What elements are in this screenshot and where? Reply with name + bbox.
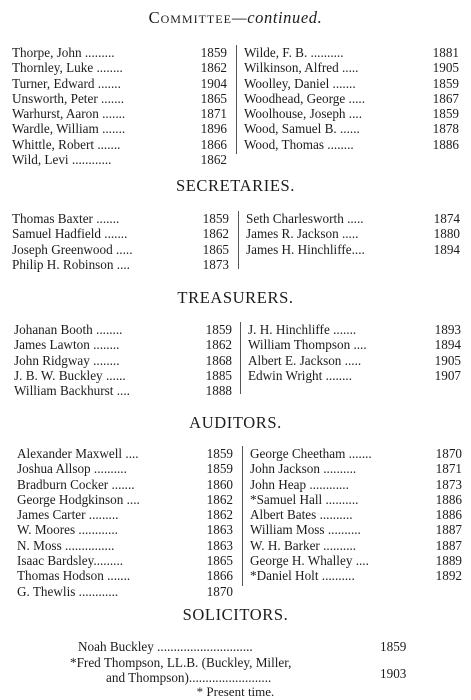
list-item: [12, 211, 229, 226]
entry-name: Thornley, Luke ........: [12, 60, 123, 76]
entry-year: 1870: [435, 446, 462, 461]
list-item: [246, 242, 460, 257]
list-item: [250, 446, 462, 461]
list-item: [250, 522, 462, 537]
entry-year: 1863: [206, 537, 233, 553]
list-item: [12, 257, 229, 272]
entry-year: 1888: [205, 383, 232, 399]
entry-year: 1885: [205, 367, 232, 383]
list-item: [244, 91, 459, 106]
entry-name: George H. Whalley ....: [250, 553, 369, 569]
treasurers-left-column: [14, 322, 232, 398]
committee-right-column: [244, 45, 459, 152]
entry-name: Woolhouse, Joseph ....: [244, 106, 362, 122]
entry-name: *Daniel Holt ..........: [250, 568, 355, 584]
entry-name: Bradburn Cocker .......: [17, 476, 135, 492]
list-item: [17, 461, 233, 476]
entry-name: James H. Hinchliffe....: [246, 241, 365, 257]
footnote: * Present time.: [196, 684, 275, 699]
list-item: [14, 337, 232, 352]
auditors-right-column: [250, 446, 462, 584]
treasurers-right-column: [248, 322, 461, 383]
list-item: [250, 507, 462, 522]
entry-year: 1889: [435, 553, 462, 569]
entry-name: Turner, Edward .......: [12, 75, 121, 91]
list-item: [250, 553, 462, 568]
solicitor-entry-year: 1903: [380, 666, 407, 681]
committee-column-divider: [236, 45, 237, 154]
list-item: [17, 492, 233, 507]
entry-name: Whittle, Robert .......: [12, 136, 121, 152]
list-item: [244, 45, 459, 60]
secretaries-heading: SECRETARIES.: [175, 176, 296, 195]
entry-name: William Backhurst ....: [14, 383, 130, 399]
entry-year: 1896: [200, 121, 227, 137]
list-item: [12, 76, 227, 91]
entry-year: 1859: [206, 461, 233, 477]
committee-heading: [0, 8, 471, 28]
entry-year: 1862: [205, 337, 232, 353]
entry-name: Wilde, F. B. ..........: [244, 45, 344, 60]
entry-name: Joshua Allsop ..........: [17, 461, 127, 477]
list-item: [14, 322, 232, 337]
entry-year: 1887: [435, 522, 462, 538]
entry-name: Warhurst, Aaron .......: [12, 106, 126, 122]
entry-year: 1862: [206, 491, 233, 507]
list-item: [244, 106, 459, 121]
list-item: [14, 383, 232, 398]
entry-name: Albert Bates ..........: [250, 507, 353, 523]
entry-name: Samuel Hadfield .......: [12, 226, 128, 242]
solicitor-entry-name: Noah Buckley .............................: [78, 639, 253, 654]
secretaries-column-divider: [238, 211, 239, 269]
committee-left-column: [12, 45, 227, 167]
entry-name: Edwin Wright ........: [248, 367, 352, 383]
entry-name: Johanan Booth ........: [14, 322, 123, 337]
list-item: [12, 137, 227, 152]
entry-name: John Ridgway ........: [14, 352, 120, 368]
entry-name: Joseph Greenwood .....: [12, 241, 133, 257]
entry-name: W. H. Barker ..........: [250, 537, 357, 553]
entry-year: 1862: [200, 60, 227, 76]
entry-year: 1873: [202, 256, 229, 272]
entry-year: 1859: [205, 322, 232, 337]
entry-year: 1862: [206, 507, 233, 523]
solicitor-entry-name: *Fred Thompson, LL.B. (Buckley, Miller,: [70, 655, 292, 670]
list-item: [248, 353, 461, 368]
list-item: [250, 568, 462, 583]
entry-name: J. H. Hinchliffe .......: [248, 322, 357, 337]
entry-year: 1893: [434, 322, 461, 337]
entry-name: N. Moss ...............: [17, 537, 115, 553]
entry-name: George Hodgkinson ....: [17, 491, 140, 507]
list-item: [12, 106, 227, 121]
entry-year: 1886: [435, 507, 462, 523]
entry-name: Seth Charlesworth .....: [246, 211, 364, 226]
entry-year: 1870: [206, 583, 233, 599]
treasurers-column-divider: [240, 322, 241, 394]
list-item: [17, 538, 233, 553]
entry-name: J. B. W. Buckley ......: [14, 367, 126, 383]
entry-year: 1892: [435, 568, 462, 584]
entry-year: 1907: [434, 367, 461, 383]
entry-year: 1894: [434, 337, 461, 353]
committee-heading-lead: Committee: [148, 8, 232, 27]
entry-year: 1894: [433, 241, 460, 257]
entry-year: 1905: [434, 352, 461, 368]
solicitor-entry-name-continued: and Thompson).........................: [106, 670, 272, 685]
entry-name: Isaac Bardsley.........: [17, 553, 124, 569]
entry-year: 1862: [202, 226, 229, 242]
entry-year: 1865: [206, 553, 233, 569]
list-item: [244, 121, 459, 136]
entry-name: Wardle, William .......: [12, 121, 126, 137]
list-item: [248, 337, 461, 352]
entry-year: 1873: [435, 476, 462, 492]
list-item: [17, 477, 233, 492]
entry-year: 1859: [432, 75, 459, 91]
entry-name: William Thompson ....: [248, 337, 367, 353]
solicitor-entry-year: 1859: [380, 639, 407, 654]
entry-year: 1905: [432, 60, 459, 76]
entry-name: W. Moores ............: [17, 522, 118, 538]
committee-heading-continued: —continued.: [231, 8, 323, 27]
entry-name: Wilkinson, Alfred .....: [244, 60, 359, 76]
list-item: [250, 477, 462, 492]
entry-year: 1859: [200, 45, 227, 60]
entry-year: 1859: [206, 446, 233, 461]
entry-year: 1862: [200, 152, 227, 168]
entry-name: Wood, Samuel B. ......: [244, 121, 360, 137]
entry-name: Thomas Baxter .......: [12, 211, 120, 226]
list-item: [250, 538, 462, 553]
entry-name: Wood, Thomas ........: [244, 136, 354, 152]
list-item: [12, 91, 227, 106]
list-item: [250, 461, 462, 476]
list-item: [17, 522, 233, 537]
entry-name: George Cheetham .......: [250, 446, 372, 461]
entry-year: 1859: [202, 211, 229, 226]
list-item: [17, 584, 233, 599]
list-item: [12, 45, 227, 60]
entry-name: Wild, Levi ............: [12, 152, 112, 168]
entry-name: John Jackson ..........: [250, 461, 357, 477]
list-item: [12, 242, 229, 257]
entry-year: 1880: [433, 226, 460, 242]
entry-name: Alexander Maxwell ....: [17, 446, 139, 461]
list-item: [12, 152, 227, 167]
treasurers-heading: TREASURERS.: [177, 288, 294, 307]
entry-name: John Heap ............: [250, 476, 349, 492]
list-item: [246, 211, 460, 226]
entry-year: 1859: [432, 106, 459, 122]
auditors-left-column: [17, 446, 233, 599]
list-item: [250, 492, 462, 507]
entry-name: James Carter .........: [17, 507, 119, 523]
entry-name: *Samuel Hall ..........: [250, 491, 359, 507]
entry-name: James R. Jackson .....: [246, 226, 359, 242]
list-item: [17, 553, 233, 568]
entry-year: 1874: [433, 211, 460, 226]
entry-year: 1863: [206, 522, 233, 538]
secretaries-left-column: [12, 211, 229, 272]
entry-name: Unsworth, Peter .......: [12, 90, 125, 106]
entry-year: 1881: [432, 45, 459, 60]
entry-year: 1886: [432, 136, 459, 152]
entry-year: 1904: [200, 75, 227, 91]
entry-name: Albert E. Jackson .....: [248, 352, 362, 368]
list-item: [248, 368, 461, 383]
entry-name: William Moss ..........: [250, 522, 361, 538]
entry-name: Woolley, Daniel .......: [244, 75, 356, 91]
entry-year: 1865: [202, 241, 229, 257]
list-item: [14, 353, 232, 368]
entry-name: Woodhead, George .....: [244, 90, 366, 106]
list-item: [244, 137, 459, 152]
entry-name: Thomas Hodson .......: [17, 568, 131, 584]
list-item: [246, 226, 460, 241]
entry-name: James Lawton ........: [14, 337, 120, 353]
list-item: [12, 226, 229, 241]
entry-year: 1865: [200, 90, 227, 106]
entry-year: 1866: [206, 568, 233, 584]
entry-year: 1886: [435, 491, 462, 507]
auditors-heading: AUDITORS.: [189, 413, 282, 432]
entry-year: 1871: [435, 461, 462, 477]
entry-year: 1868: [205, 352, 232, 368]
list-item: [248, 322, 461, 337]
entry-year: 1887: [435, 537, 462, 553]
entry-year: 1866: [200, 136, 227, 152]
list-item: [12, 60, 227, 75]
list-item: [12, 121, 227, 136]
entry-name: Philip H. Robinson ....: [12, 256, 130, 272]
list-item: [14, 368, 232, 383]
entry-year: 1871: [200, 106, 227, 122]
list-item: [17, 568, 233, 583]
list-item: [17, 446, 233, 461]
entry-name: Thorpe, John .........: [12, 45, 115, 60]
secretaries-right-column: [246, 211, 460, 257]
list-item: [17, 507, 233, 522]
entry-year: 1878: [432, 121, 459, 137]
entry-year: 1860: [206, 476, 233, 492]
auditors-column-divider: [242, 446, 243, 586]
list-item: [244, 76, 459, 91]
solicitors-heading: SOLICITORS.: [182, 605, 289, 624]
list-item: [244, 60, 459, 75]
entry-name: G. Thewlis ............: [17, 583, 119, 599]
entry-year: 1867: [432, 90, 459, 106]
